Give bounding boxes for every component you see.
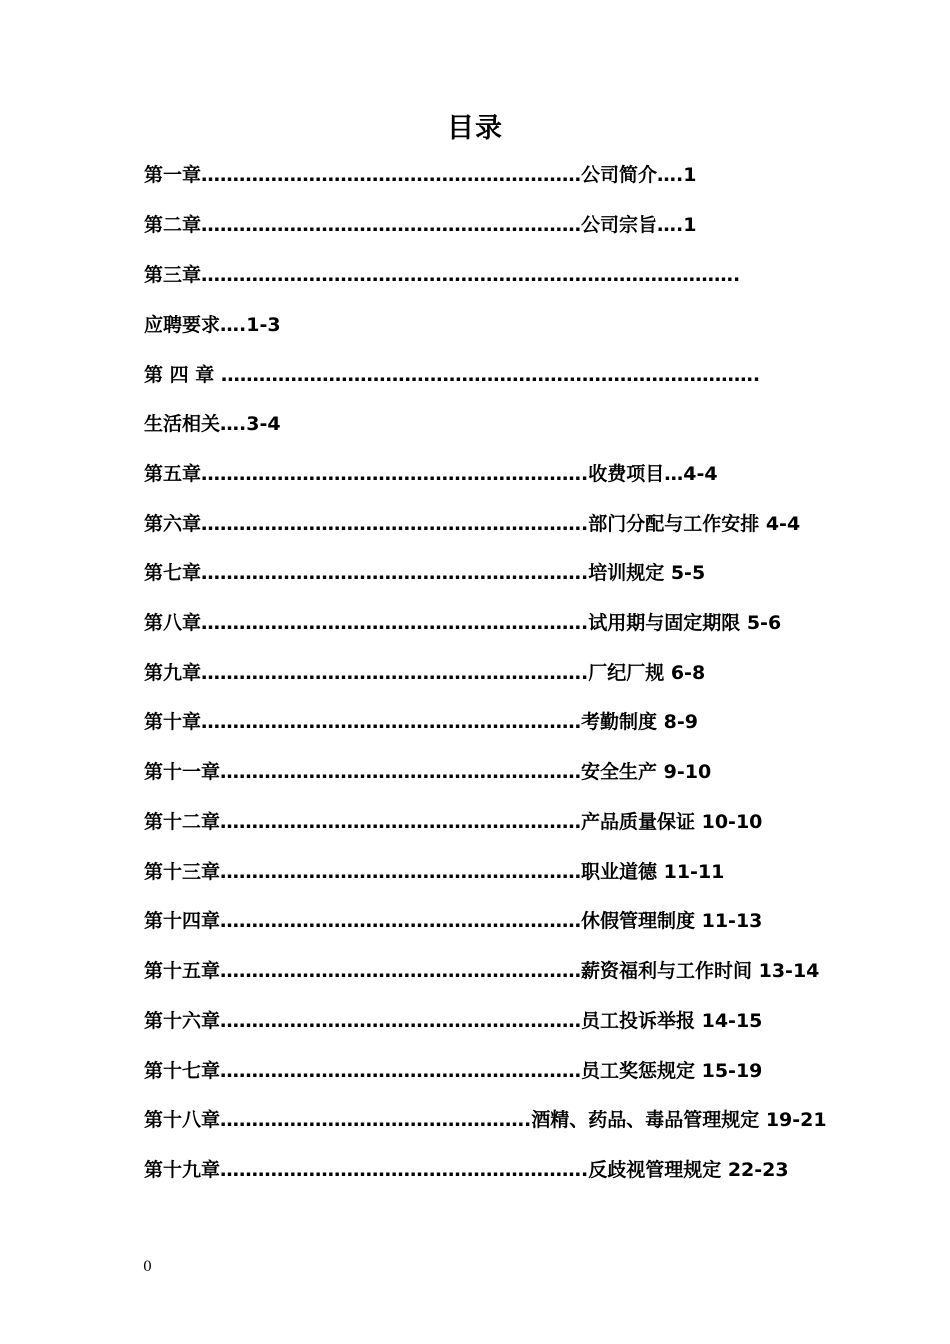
toc-title: 目录 bbox=[447, 113, 503, 144]
toc-entry-3: 第三章…………………………………………………………………………. bbox=[144, 264, 741, 286]
toc-entry-1: 第一章……………………………………………………公司简介….1 bbox=[144, 164, 697, 186]
toc-entry-16: 第十六章…………………………………………………员工投诉举报 14-15 bbox=[144, 1010, 763, 1032]
toc-entry-19: 第十九章………………………………………………….反歧视管理规定 22-23 bbox=[144, 1159, 789, 1181]
toc-entry-11: 第十一章…………………………………………………安全生产 9-10 bbox=[144, 761, 712, 783]
toc-entry-14: 第十四章…………………………………………………休假管理制度 11-13 bbox=[144, 910, 763, 932]
toc-entry-10: 第十章……………………………………………………考勤制度 8-9 bbox=[144, 711, 698, 733]
toc-entry-6: 第六章…………………………………………………….部门分配与工作安排 4-4 bbox=[144, 513, 801, 535]
toc-entry-7: 第七章…………………………………………………….培训规定 5-5 bbox=[144, 562, 706, 584]
toc-entry-5: 第五章…………………………………………………….收费项目…4-4 bbox=[144, 463, 718, 485]
toc-entry-13: 第十三章…………………………………………………职业道德 11-11 bbox=[144, 861, 725, 883]
toc-entry-12: 第十二章…………………………………………………产品质量保证 10-10 bbox=[144, 811, 763, 833]
toc-entry-9: 第九章…………………………………………………….厂纪厂规 6-8 bbox=[144, 662, 706, 684]
toc-entry-4: 第 四 章 …………………………………………………………………………. bbox=[144, 364, 761, 386]
toc-entry-18: 第十八章………………………………………….酒精、药品、毒品管理规定 19-21 bbox=[144, 1109, 827, 1131]
toc-entry-17: 第十七章…………………………………………………员工奖惩规定 15-19 bbox=[144, 1060, 763, 1082]
toc-entry-4-continued: 生活相关….3-4 bbox=[144, 413, 281, 435]
toc-entry-3-continued: 应聘要求….1-3 bbox=[144, 314, 281, 336]
toc-entry-15: 第十五章…………………………………………………薪资福利与工作时间 13-14 bbox=[144, 960, 820, 982]
toc-entry-2: 第二章……………………………………………………公司宗旨….1 bbox=[144, 214, 697, 236]
toc-entry-8: 第八章…………………………………………………….试用期与固定期限 5-6 bbox=[144, 612, 782, 634]
page-number: 0 bbox=[143, 1259, 152, 1275]
